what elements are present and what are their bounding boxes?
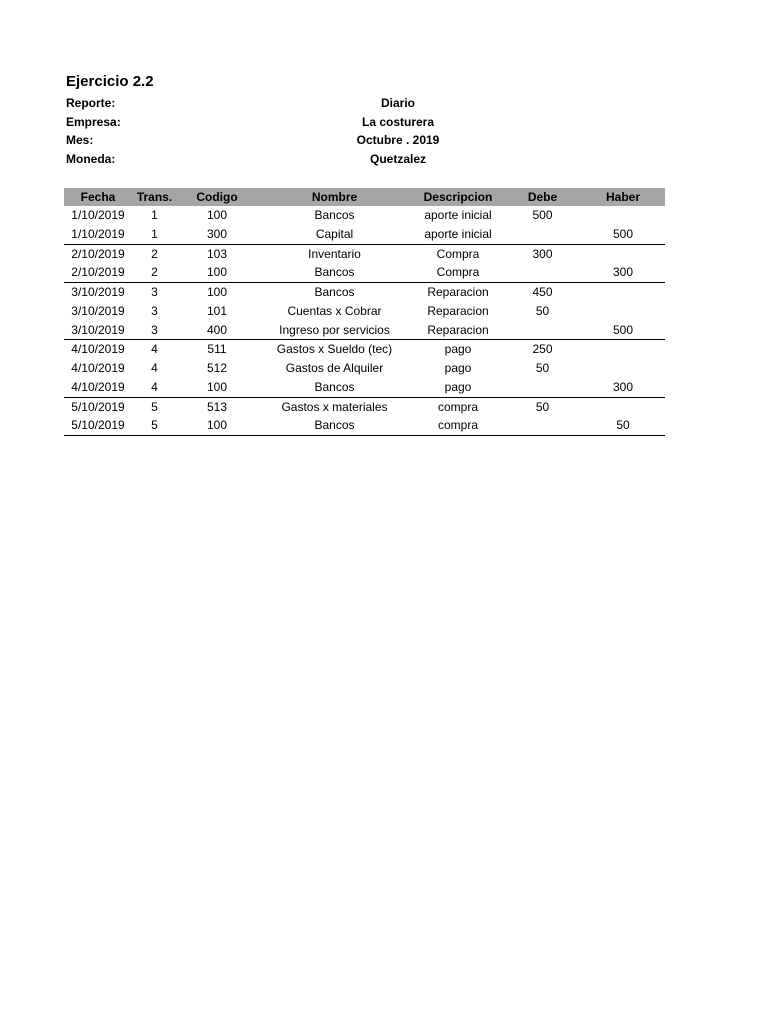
table-row (64, 321, 665, 340)
cell-descripcion: Compra (436, 246, 480, 261)
cell-descripcion: pago (444, 342, 472, 357)
cell-fecha: 4/10/2019 (71, 361, 125, 375)
cell-descripcion: compra (437, 399, 478, 414)
cell-debe (504, 416, 581, 435)
cell-debe: 50 (535, 361, 550, 375)
cell-haber: 300 (581, 263, 665, 282)
cell-codigo: 513 (206, 399, 228, 414)
cell-debe: 500 (532, 208, 553, 222)
cell-trans: 2 (151, 246, 158, 261)
cell-haber: 50 (581, 416, 665, 435)
cell-fecha: 3/10/2019 (71, 303, 125, 318)
cell-haber: 500 (581, 321, 665, 340)
header-codigo: Codigo (177, 188, 257, 206)
report-row (66, 94, 666, 113)
cell-haber (581, 244, 665, 263)
header-trans: Trans. (132, 188, 177, 206)
cell-nombre: Inventario (308, 246, 361, 261)
cell-haber: 500 (581, 225, 665, 244)
cell-trans: 3 (132, 321, 177, 340)
cell-nombre: Bancos (257, 263, 412, 282)
currency-row (66, 150, 666, 169)
cell-codigo: 100 (177, 378, 257, 397)
cell-nombre: Bancos (314, 285, 355, 299)
cell-fecha: 2/10/2019 (71, 246, 125, 261)
cell-haber (581, 302, 665, 321)
cell-trans: 1 (151, 208, 158, 222)
cell-nombre: Gastos de Alquiler (285, 361, 384, 375)
report-label: Reporte: (66, 96, 116, 110)
table-row (64, 378, 665, 397)
table-row (64, 416, 665, 435)
table-row (64, 206, 665, 225)
cell-nombre: Bancos (257, 378, 412, 397)
company-value: La costurera (361, 114, 435, 129)
cell-fecha: 1/10/2019 (64, 225, 132, 244)
cell-fecha: 4/10/2019 (71, 342, 125, 357)
document-title: Ejercicio 2.2 (66, 73, 154, 90)
cell-nombre: Bancos (257, 416, 412, 435)
table-row (64, 359, 665, 378)
cell-trans: 4 (151, 342, 158, 357)
cell-trans: 4 (132, 378, 177, 397)
cell-descripcion: Reparacion (412, 321, 504, 340)
cell-haber: 300 (581, 378, 665, 397)
month-value: Octubre . 2019 (356, 133, 440, 148)
cell-codigo: 300 (177, 225, 257, 244)
cell-descripcion: aporte inicial (424, 208, 492, 222)
report-value: Diario (380, 96, 415, 110)
cell-trans: 5 (151, 399, 158, 414)
cell-haber (581, 283, 665, 302)
cell-codigo: 100 (206, 208, 228, 222)
cell-nombre: Gastos x materiales (281, 399, 388, 414)
cell-trans: 3 (151, 303, 158, 318)
cell-debe (504, 225, 581, 244)
cell-nombre: Gastos x Sueldo (tec) (276, 342, 393, 357)
cell-haber (581, 206, 665, 225)
cell-descripcion: pago (412, 378, 504, 397)
cell-trans: 3 (151, 285, 158, 299)
currency-label: Moneda: (66, 151, 116, 166)
cell-nombre: Bancos (314, 208, 355, 222)
cell-codigo: 100 (177, 416, 257, 435)
header-haber: Haber (581, 188, 665, 206)
table-row (64, 263, 665, 282)
cell-fecha: 2/10/2019 (64, 263, 132, 282)
cell-nombre: Ingreso por servicios (257, 321, 412, 340)
cell-codigo: 103 (206, 246, 228, 261)
cell-trans: 5 (132, 416, 177, 435)
cell-debe (504, 321, 581, 340)
month-label: Mes: (66, 133, 94, 148)
table-row (64, 283, 665, 302)
cell-nombre: Capital (257, 225, 412, 244)
table-row (64, 397, 665, 416)
cell-debe: 450 (532, 285, 553, 299)
cell-descripcion: pago (444, 361, 472, 375)
table-row (64, 225, 665, 244)
cell-debe: 300 (532, 246, 553, 261)
cell-fecha: 5/10/2019 (71, 399, 125, 414)
cell-haber (581, 340, 665, 359)
table-row (64, 340, 665, 359)
cell-descripcion: aporte inicial (412, 225, 504, 244)
cell-fecha: 3/10/2019 (71, 285, 125, 299)
cell-debe: 50 (535, 399, 550, 414)
cell-descripcion: Reparacion (427, 303, 489, 318)
cell-codigo: 100 (177, 263, 257, 282)
header-debe: Debe (504, 188, 581, 206)
cell-codigo: 100 (206, 285, 228, 299)
cell-codigo: 400 (177, 321, 257, 340)
cell-codigo: 511 (207, 342, 227, 357)
company-row (66, 113, 666, 132)
cell-debe (504, 378, 581, 397)
header-descripcion: Descripcion (412, 188, 504, 206)
cell-trans: 2 (132, 263, 177, 282)
company-label: Empresa: (66, 114, 121, 129)
report-info (66, 94, 666, 168)
header-nombre: Nombre (257, 188, 412, 206)
cell-trans: 4 (151, 361, 158, 375)
table-row (64, 302, 665, 321)
cell-descripcion: compra (412, 416, 504, 435)
cell-debe: 50 (535, 303, 550, 318)
cell-haber (581, 359, 665, 378)
journal-table (64, 188, 665, 436)
cell-fecha: 3/10/2019 (64, 321, 132, 340)
table-row (64, 244, 665, 263)
cell-fecha: 4/10/2019 (64, 378, 132, 397)
currency-value: Quetzalez (369, 151, 426, 166)
cell-debe: 250 (532, 342, 553, 357)
cell-fecha: 5/10/2019 (64, 416, 132, 435)
cell-debe (504, 263, 581, 282)
header-fecha: Fecha (64, 188, 132, 206)
cell-haber (581, 397, 665, 416)
cell-codigo: 101 (206, 303, 228, 318)
cell-fecha: 1/10/2019 (71, 208, 125, 222)
cell-nombre: Cuentas x Cobrar (287, 303, 382, 318)
cell-descripcion: Reparacion (427, 285, 489, 299)
cell-codigo: 512 (206, 361, 228, 375)
cell-descripcion: Compra (412, 263, 504, 282)
month-row (66, 131, 666, 150)
table-header-row (64, 188, 665, 206)
cell-trans: 1 (132, 225, 177, 244)
